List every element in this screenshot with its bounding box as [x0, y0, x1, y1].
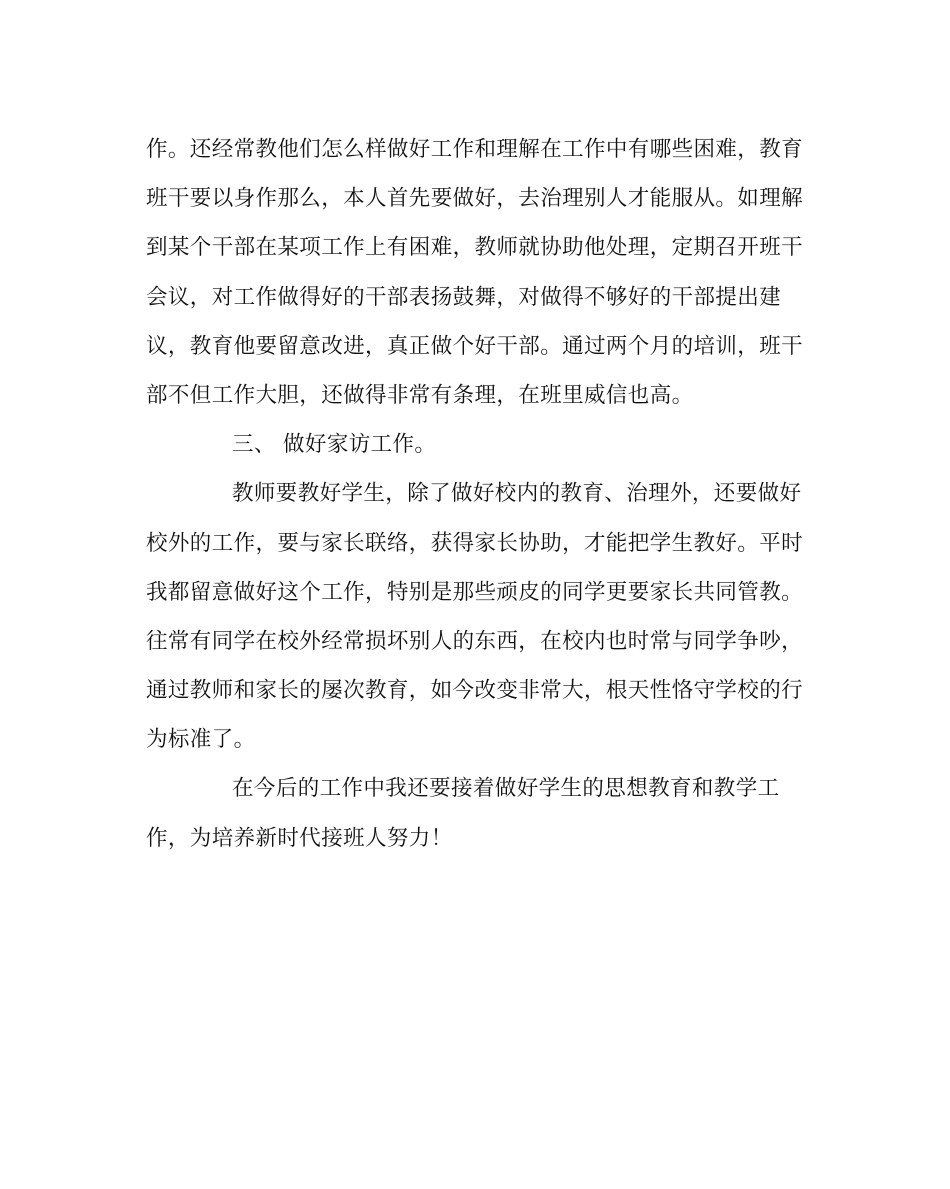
text-line: 校外的工作，要与家长联络，获得家长协助，才能把学生教好。平时 — [146, 530, 804, 556]
paragraph-class-cadres — [146, 125, 806, 420]
text-line: 部不但工作大胆，还做得非常有条理，在班里威信也高。 — [146, 382, 694, 408]
text-line: 班干要以身作那么，本人首先要做好，去治理别人才能服从。如理解 — [146, 186, 804, 212]
section-heading-home-visits: 三、 做好家访工作。 — [232, 432, 437, 458]
text-line: 往常有同学在校外经常损坏别人的东西，在校内也时常与同学争吵， — [146, 628, 804, 654]
text-line: 作。还经常教他们怎么样做好工作和理解在工作中有哪些困难，教育 — [146, 137, 804, 162]
body-text — [146, 125, 806, 863]
text-line: 我都留意做好这个工作，特别是那些顽皮的同学更要家长共同管教。 — [146, 579, 804, 605]
text-line: 在今后的工作中我还要接着做好学生的思想教育和教学工 — [232, 776, 780, 802]
paragraph-conclusion — [146, 764, 806, 862]
text-line: 通过教师和家长的屡次教育，如今改变非常大，根天性恪守学校的行 — [146, 678, 804, 704]
text-line: 教师要教好学生，除了做好校内的教育、治理外，还要做好 — [232, 481, 802, 507]
paragraph-home-visits — [146, 469, 806, 764]
text-line: 作，为培养新时代接班人努力！ — [146, 825, 453, 851]
text-line: 为标准了。 — [146, 727, 256, 753]
text-line: 到某个干部在某项工作上有困难，教师就协助他处理，定期召开班干 — [146, 235, 804, 261]
text-line: 会议，对工作做得好的干部表扬鼓舞，对做得不够好的干部提出建 — [146, 284, 782, 310]
text-line: 议，教育他要留意改进，真正做个好干部。通过两个月的培训，班干 — [146, 333, 804, 359]
